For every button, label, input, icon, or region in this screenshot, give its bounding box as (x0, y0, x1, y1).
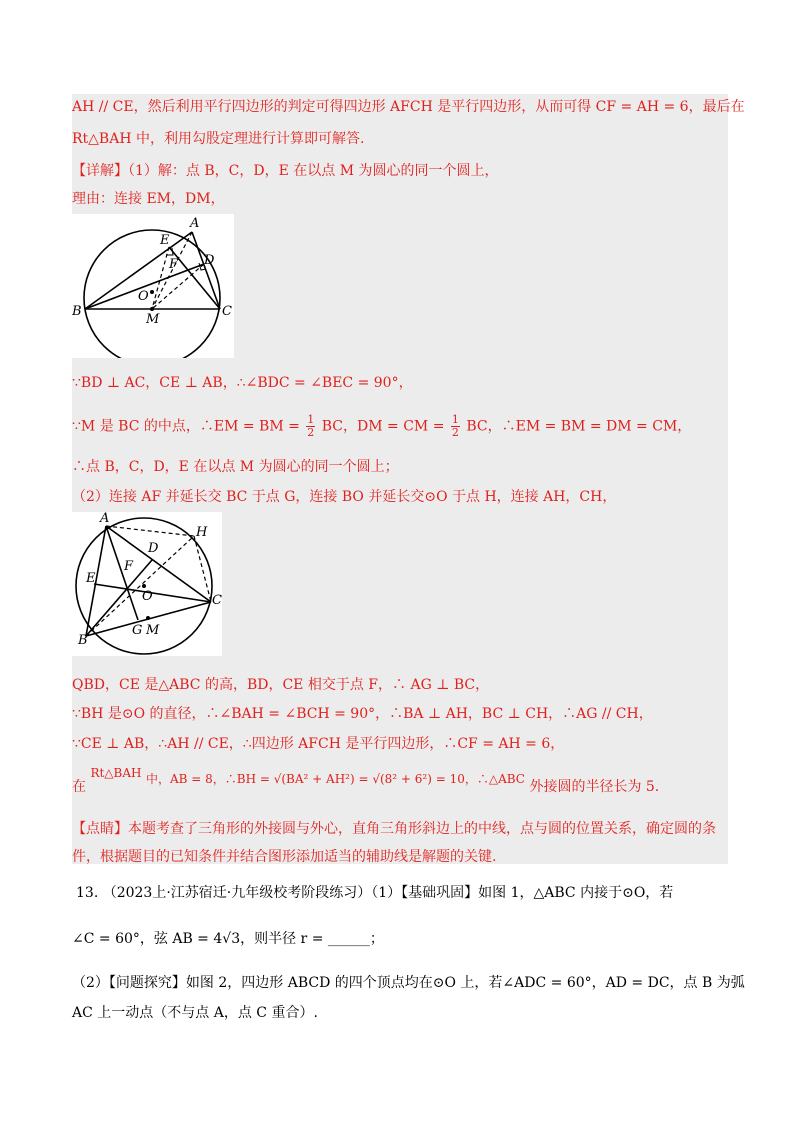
key-point-line-2: 件，根据题目的已知条件并结合图形添加适当的辅助线是解题的关键. (72, 849, 497, 865)
figure-2-label-O: O (142, 589, 153, 604)
solution-line-9: QBD，CE 是△ABC 的高，BD，CE 相交于点 F，∴ AG ⊥ BC， (72, 677, 490, 693)
figure-1-label-F: F (169, 257, 179, 272)
solution-line-7: ∴点 B，C，D，E 在以点 M 为圆心的同一个圆上； (72, 459, 399, 475)
solution-line-6 (72, 414, 691, 448)
fraction-half-1-denominator: 2 (307, 426, 315, 439)
solution-line-11: ∵CE ⊥ AB，∴AH // CE，∴四边形 AFCH 是平行四边形，∴CF = AH = 6， (72, 736, 565, 752)
figure-1-label-D: D (204, 253, 215, 268)
figure-1 (72, 214, 234, 358)
problem-13-line-4: AC 上一动点（不与点 A，点 C 重合）. (72, 1005, 318, 1021)
solution-line-12-part-a: 在 (72, 779, 86, 795)
figure-2-label-E: E (86, 571, 96, 586)
fraction-half-1 (306, 414, 315, 439)
figure-2-label-D: D (148, 541, 159, 556)
figure-1-label-M: M (146, 312, 160, 327)
solution-line-1: AH // CE，然后利用平行四边形的判定可得四边形 AFCH 是平行四边形，从而可得 CF = AH = 6，最后在 (72, 99, 745, 115)
solution-line-2: Rt△BAH 中，利用勾股定理进行计算即可解答. (72, 131, 365, 147)
problem-13-line-1: 13. （2023上·江苏宿迁·九年级校考阶段练习）（1）【基础巩固】如图 1，△ABC 内接于⊙O，若 (76, 885, 674, 901)
figure-1-label-E: E (160, 233, 170, 248)
solution-line-12 (72, 766, 660, 795)
figure-2-label-M: M (146, 623, 160, 638)
solution-line-8: （2）连接 AF 并延长交 BC 于点 G，连接 BO 并延长交⊙O 于点 H，连接 AH，CH， (72, 489, 617, 505)
figure-2-label-B: B (78, 633, 88, 648)
solution-line-6-part-b: BC，DM = CM = (321, 418, 445, 435)
fraction-half-2-numerator: 1 (451, 413, 459, 426)
figure-1-label-B: B (72, 304, 82, 319)
solution-line-6-part-c: BC，∴EM = BM = DM = CM， (466, 418, 692, 435)
figure-2-label-F: F (124, 559, 134, 574)
figure-2-label-C: C (212, 593, 222, 608)
solution-line-6-part-a: ∵M 是 BC 的中点，∴EM = BM = (72, 418, 300, 435)
fraction-half-2 (451, 414, 460, 439)
solution-line-5: ∵BD ⊥ AC，CE ⊥ AB，∴∠BDC = ∠BEC = 90°， (72, 375, 413, 391)
solution-line-12-part-d: 外接圆的半径长为 5. (529, 779, 660, 795)
figure-1-label-C: C (222, 304, 232, 319)
solution-line-10: ∵BH 是⊙O 的直径，∴∠BAH = ∠BCH = 90°，∴BA ⊥ AH，BC ⊥ CH，∴AG // CH， (72, 706, 653, 722)
fraction-half-2-denominator: 2 (451, 426, 459, 439)
solution-line-12-part-b: Rt△BAH (90, 766, 142, 780)
solution-line-4: 理由：连接 EM，DM， (72, 191, 225, 207)
figure-2-label-H: H (196, 525, 208, 540)
figure-1-label-A: A (190, 216, 200, 231)
figure-1-label-O: O (138, 289, 149, 304)
figure-2-label-G: G (132, 623, 143, 638)
fraction-half-1-numerator: 1 (307, 413, 315, 426)
figure-2-label-A: A (100, 512, 110, 526)
problem-13-line-3: （2）【问题探究】如图 2，四边形 ABCD 的四个顶点均在⊙O 上，若∠ADC = 60°，AD = DC，点 B 为弧 (72, 975, 745, 991)
figure-2 (72, 512, 222, 656)
solution-line-12-part-c: 中，AB = 8，∴BH = √(BA² + AH²) = √(8² + 6²) = 10，∴△ABC (145, 772, 525, 786)
problem-13-line-2: ∠C = 60°，弦 AB = 4√3，则半径 r = ______； (72, 931, 384, 947)
key-point-line-1: 【点睛】本题考查了三角形的外接圆与外心，直角三角形斜边上的中线，点与圆的位置关系，确定圆的条 (72, 821, 716, 837)
solution-line-3: 【详解】（1）解：点 B，C，D，E 在以点 M 为圆心的同一个圆上， (72, 163, 499, 179)
